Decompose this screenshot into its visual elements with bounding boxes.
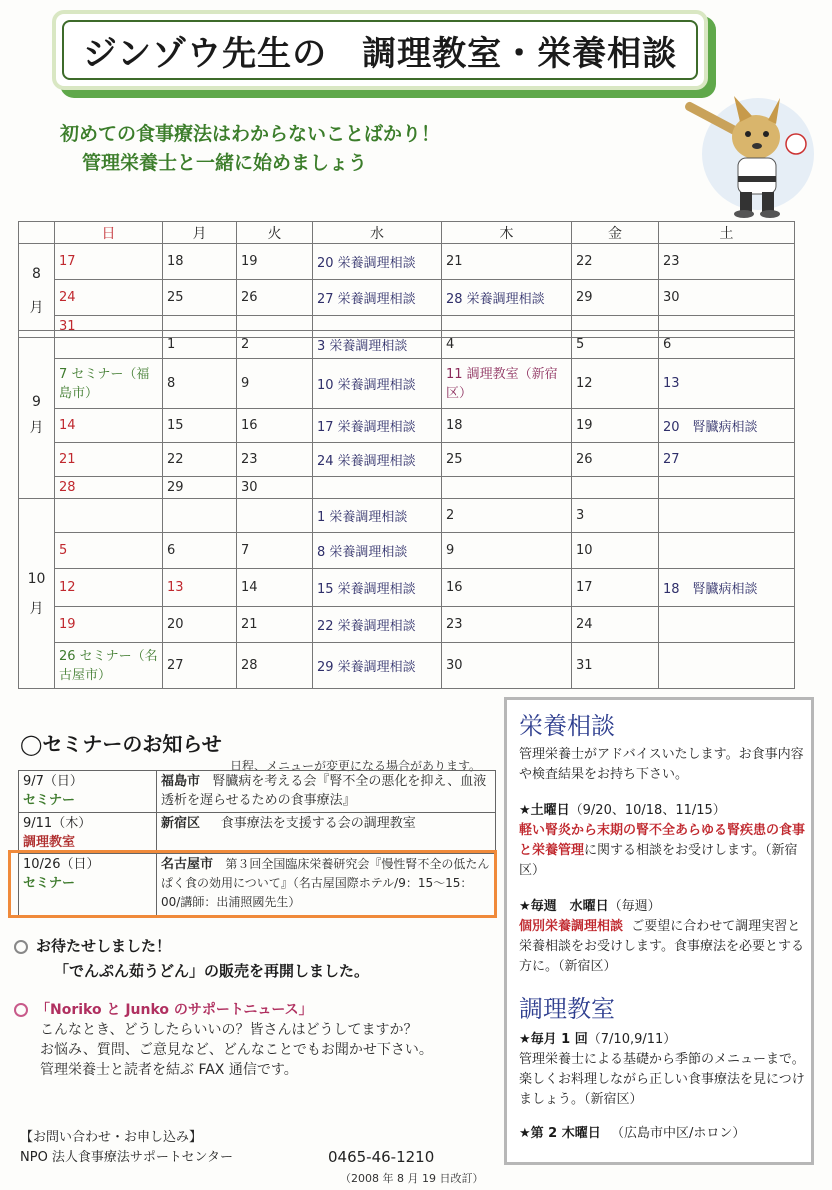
day-cell: 29 — [572, 280, 659, 316]
day-cell: 2 — [442, 499, 572, 533]
day-cell: 10 — [572, 533, 659, 569]
seminar-note: 日程、メニューが変更になる場合があります。 — [230, 759, 482, 773]
day-cell: 20 栄養調理相談 — [313, 244, 442, 280]
calendar-august — [18, 221, 795, 338]
news-restock — [14, 934, 369, 984]
calendar-week-row — [19, 359, 795, 409]
day-cell: 6 — [163, 533, 237, 569]
nutrition-intro: 管理栄養士がアドバイスいたします。お食事内容や検査結果をお持ち下さい。 — [519, 747, 804, 782]
day-cell: 31 — [55, 316, 163, 338]
day-cell: 23 — [659, 244, 795, 280]
month-label-september: 9 月 — [19, 331, 55, 499]
day-cell: 24 — [572, 607, 659, 643]
day-cell: 28 栄養調理相談 — [442, 280, 572, 316]
day-cell: 5 — [55, 533, 163, 569]
calendar-week-row — [19, 533, 795, 569]
thursday-place: （広島市中区/ホロン） — [610, 1126, 746, 1141]
day-cell: 16 — [237, 409, 313, 443]
day-cell: 13 — [163, 569, 237, 607]
monthly-desc: 管理栄養士による基礎から季節のメニューまで。楽しくお料理しながら正しい食事療法を見につけましょう。（新宿区） — [519, 1052, 805, 1107]
intro-line-2: 管理栄養士と一緒に始めましょう — [82, 152, 368, 174]
intro-line-1: 初めての食事療法はわからないことばかり！ — [60, 123, 441, 145]
day-cell: 28 — [237, 643, 313, 689]
support-news — [14, 1000, 433, 1080]
seminar-place: 新宿区 — [161, 816, 201, 831]
day-cell: 10 栄養調理相談 — [313, 359, 442, 409]
seminar-place: 名古屋市 — [161, 857, 214, 872]
highlight-box — [8, 850, 497, 918]
day-cell-seminar: 26 セミナー（名古屋市） — [55, 643, 163, 689]
day-cell: 27 栄養調理相談 — [313, 280, 442, 316]
day-cell: 17 — [572, 569, 659, 607]
wednesday-topic: 個別栄養調理相談 — [519, 919, 624, 934]
day-cell: 5 — [572, 331, 659, 359]
monthly-dates: （7/10,9/11） — [587, 1032, 677, 1047]
day-cell: 28 — [55, 477, 163, 499]
day-cell: 25 — [442, 443, 572, 477]
day-cell: 23 — [442, 607, 572, 643]
seminar-desc: 腎臓病を考える会『腎不全の悪化を抑え、血液透析を遅らせるための食事療法』 — [161, 774, 487, 808]
month-label-october: 10 月 — [19, 499, 55, 689]
calendar-week-row — [19, 499, 795, 533]
revision-date: （2008 年 8 月 19 日改訂） — [340, 1172, 484, 1185]
cooking-heading: 調理教室 — [519, 995, 615, 1023]
calendar-week-row — [19, 443, 795, 477]
day-cell: 12 — [572, 359, 659, 409]
news-line-1: お待たせしました！ — [36, 937, 172, 955]
day-cell: 30 — [442, 643, 572, 689]
monthly-label: ★毎月 1 回 — [519, 1032, 588, 1047]
saturday-desc: に関する相談をお受けします。（新宿区） — [519, 843, 798, 878]
contact-info — [20, 1128, 233, 1168]
nutrition-heading: 栄養相談 — [519, 712, 615, 740]
day-cell: 1 — [163, 331, 237, 359]
day-cell: 19 — [55, 607, 163, 643]
calendar-week-row — [19, 643, 795, 689]
day-cell: 15 栄養調理相談 — [313, 569, 442, 607]
month-label-august: 8 月 — [19, 244, 55, 338]
weekday-tue: 火 — [237, 222, 313, 244]
day-cell: 6 — [659, 331, 795, 359]
seminar-date: 9/7（日） — [23, 774, 83, 789]
seminar-row — [19, 813, 496, 854]
day-cell: 26 — [572, 443, 659, 477]
day-cell: 8 — [163, 359, 237, 409]
support-news-title: 「Noriko と Junko のサポートニュース」 — [36, 1002, 313, 1018]
calendar-week-row — [19, 244, 795, 280]
day-cell: 22 栄養調理相談 — [313, 607, 442, 643]
seminar-type: 調理教室 — [23, 835, 76, 850]
calendar-october — [18, 498, 795, 689]
day-cell: 22 — [572, 244, 659, 280]
day-cell: 15 — [163, 409, 237, 443]
saturday-dates: （9/20、10/18、11/15） — [569, 803, 726, 818]
thursday-label: ★第 2 木曜日 — [519, 1126, 601, 1141]
seminar-type: セミナー — [23, 793, 76, 808]
day-cell: 23 — [237, 443, 313, 477]
day-cell-kidney-consult: 20 腎臓病相談 — [659, 409, 795, 443]
page-title: ジンゾウ先生の 調理教室・栄養相談 — [82, 33, 678, 74]
day-cell: 19 — [237, 244, 313, 280]
day-cell: 24 栄養調理相談 — [313, 443, 442, 477]
day-cell: 24 — [55, 280, 163, 316]
contact-org: NPO 法人食事療法サポートセンター — [20, 1150, 234, 1165]
saturday-topic: 軽い腎炎から末期の腎不全あらゆる腎疾患の食事と栄養管理 — [519, 823, 806, 858]
title-banner — [52, 10, 708, 90]
wednesday-note: （毎週） — [608, 899, 661, 914]
day-cell: 30 — [237, 477, 313, 499]
day-cell: 27 — [163, 643, 237, 689]
intro-text — [60, 120, 440, 178]
weekday-wed: 水 — [313, 222, 442, 244]
support-news-line: こんなとき、どうしたらいいの？皆さんはどうしてますか？ — [40, 1022, 418, 1038]
day-cell: 7 — [237, 533, 313, 569]
day-cell: 3 — [572, 499, 659, 533]
bullet-circle-icon — [14, 1003, 28, 1017]
day-cell: 14 — [55, 409, 163, 443]
day-cell: 22 — [163, 443, 237, 477]
seminar-place: 福島市 — [161, 774, 201, 789]
weekday-sat: 土 — [659, 222, 795, 244]
calendar-week-row — [19, 409, 795, 443]
day-cell: 13 — [659, 359, 795, 409]
day-cell: 21 — [442, 244, 572, 280]
weekday-sun: 日 — [55, 222, 163, 244]
day-cell: 14 — [237, 569, 313, 607]
calendar-week-row — [19, 569, 795, 607]
day-cell: 12 — [55, 569, 163, 607]
day-cell: 18 — [442, 409, 572, 443]
calendar-week-row — [19, 280, 795, 316]
seminar-row — [19, 771, 496, 813]
day-cell: 31 — [572, 643, 659, 689]
bullet-circle-icon — [14, 940, 28, 954]
seminar-date: 10/26（日） — [23, 857, 100, 872]
calendar-week-row — [19, 331, 795, 359]
seminar-type: セミナー — [23, 876, 76, 891]
day-cell: 4 — [442, 331, 572, 359]
weekday-thu: 木 — [442, 222, 572, 244]
day-cell: 27 — [659, 443, 795, 477]
seminar-date: 9/11（木） — [23, 816, 92, 831]
day-cell: 1 栄養調理相談 — [313, 499, 442, 533]
day-cell: 29 栄養調理相談 — [313, 643, 442, 689]
day-cell: 3 栄養調理相談 — [313, 331, 442, 359]
day-cell: 19 — [572, 409, 659, 443]
mascot-dog-illustration — [676, 82, 816, 222]
wednesday-desc: ご要望に合わせて調理実習と栄養相談をお受けします。食事療法を必要とする方に。（新宿区） — [519, 919, 804, 974]
weekday-header — [19, 222, 795, 244]
day-cell-cooking-class: 11 調理教室（新宿区） — [442, 359, 572, 409]
news-line-2: 「でんぷん茹うどん」の販売を再開しました。 — [54, 962, 370, 980]
day-cell: 2 — [237, 331, 313, 359]
weekday-mon: 月 — [163, 222, 237, 244]
day-cell: 18 — [163, 244, 237, 280]
seminar-desc: 食事療法を支援する会の調理教室 — [220, 816, 416, 831]
day-cell: 9 — [442, 533, 572, 569]
seminar-heading: ◯セミナーのお知らせ — [20, 732, 222, 756]
day-cell: 17 — [55, 244, 163, 280]
calendar-week-row — [19, 607, 795, 643]
day-cell-kidney-consult: 18 腎臓病相談 — [659, 569, 795, 607]
day-cell: 17 栄養調理相談 — [313, 409, 442, 443]
weekday-fri: 金 — [572, 222, 659, 244]
day-cell: 26 — [237, 280, 313, 316]
day-cell: 21 — [55, 443, 163, 477]
day-cell: 9 — [237, 359, 313, 409]
support-news-line: お悩み、質問、ご意見など、どんなことでもお聞かせ下さい。 — [40, 1042, 433, 1058]
info-box — [504, 697, 814, 1165]
day-cell: 8 栄養調理相談 — [313, 533, 442, 569]
saturday-label: ★土曜日 — [519, 803, 570, 818]
wednesday-label: ★毎週 水曜日 — [519, 899, 609, 914]
day-cell: 30 — [659, 280, 795, 316]
day-cell: 25 — [163, 280, 237, 316]
day-cell-seminar: 7 セミナー（福島市） — [55, 359, 163, 409]
contact-phone: 0465-46-1210 — [328, 1148, 435, 1166]
day-cell: 20 — [163, 607, 237, 643]
contact-label: 【お問い合わせ・お申し込み】 — [20, 1130, 203, 1145]
day-cell: 29 — [163, 477, 237, 499]
support-news-line: 管理栄養士と読者を結ぶ FAX 通信です。 — [40, 1062, 298, 1078]
day-cell: 16 — [442, 569, 572, 607]
seminar-desc: 第３回全国臨床栄養研究会『慢性腎不全の低たんぱく食の効用について』（名古屋国際ホテル/9：15〜15：00/講師：出浦照國先生） — [161, 857, 490, 909]
day-cell: 21 — [237, 607, 313, 643]
calendar-week-row — [19, 477, 795, 499]
calendar-september — [18, 330, 795, 499]
